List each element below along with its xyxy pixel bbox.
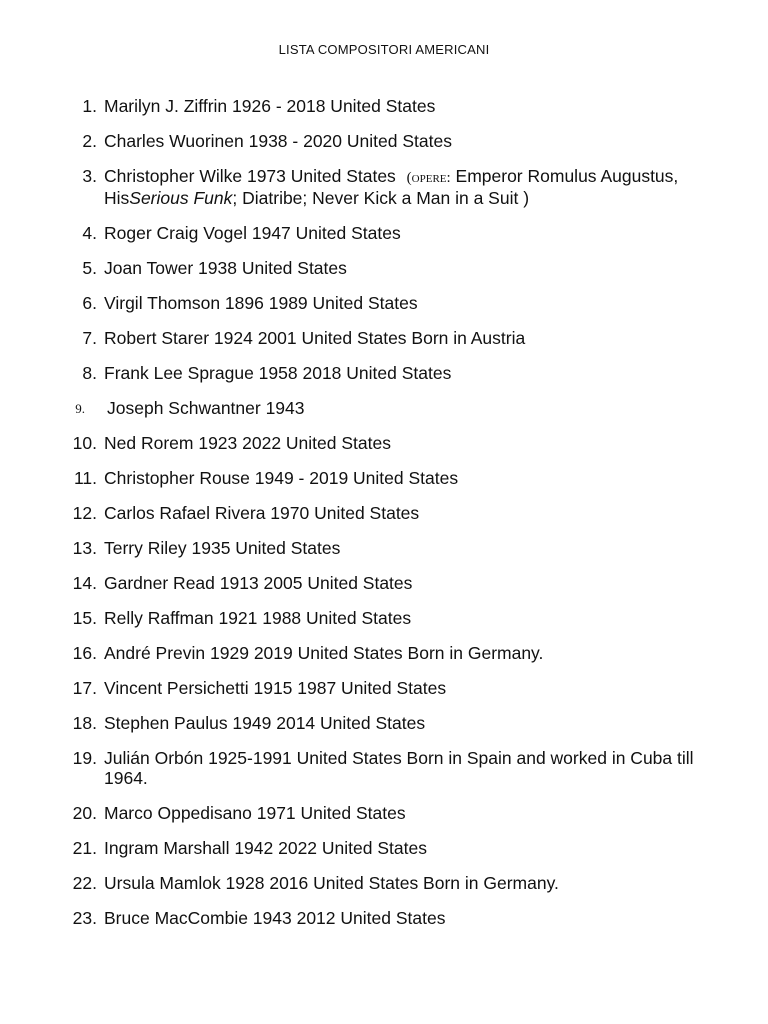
item-text: Vincent Persichetti 1915 1987 United States — [104, 678, 447, 698]
list-item — [0, 503, 768, 523]
list-item — [0, 328, 768, 348]
list-item — [0, 258, 768, 278]
list-item — [0, 468, 768, 488]
item-number: 21. — [72, 838, 97, 858]
list-item — [0, 608, 768, 628]
item-text: Charles Wuorinen 1938 - 2020 United States — [104, 131, 452, 151]
list-item — [0, 748, 768, 788]
list-item — [0, 223, 768, 243]
item-number: 23. — [72, 908, 97, 928]
item-number: 6. — [82, 293, 97, 313]
list-item — [0, 873, 768, 893]
item-number: 19. — [72, 748, 97, 768]
item-text: Virgil Thomson 1896 1989 United States — [104, 293, 418, 313]
list-item — [0, 678, 768, 698]
item-number: 5. — [82, 258, 97, 278]
item-text-after: ; Diatribe; Never Kick a Man in a Suit ) — [232, 188, 530, 208]
item-number: 16. — [72, 643, 97, 663]
item-text: Terry Riley 1935 United States — [104, 538, 341, 558]
list-item — [0, 131, 768, 151]
list-item — [0, 96, 768, 116]
composer-list — [0, 96, 768, 943]
list-item — [0, 363, 768, 383]
item-text: Ingram Marshall 1942 2022 United States — [104, 838, 427, 858]
item-number: 2. — [82, 131, 97, 151]
list-item — [0, 643, 768, 663]
item-number: 20. — [72, 803, 97, 823]
item-text — [104, 166, 678, 208]
item-text: Christopher Rouse 1949 - 2019 United States — [104, 468, 459, 488]
item-text: Robert Starer 1924 2001 United States Born in Austria — [104, 328, 526, 348]
item-number: 17. — [72, 678, 97, 698]
item-text: Roger Craig Vogel 1947 United States — [104, 223, 401, 243]
list-item — [0, 538, 768, 558]
list-item — [0, 166, 768, 208]
item-text: Julián Orbón 1925-1991 United States Born in Spain and worked in Cuba till 1964. — [104, 748, 694, 788]
item-number: 22. — [72, 873, 97, 893]
item-number: 10. — [72, 433, 97, 453]
item-text: Gardner Read 1913 2005 United States — [104, 573, 413, 593]
list-item — [0, 398, 768, 418]
item-text: Ned Rorem 1923 2022 United States — [104, 433, 391, 453]
item-number: 3. — [82, 166, 97, 186]
list-item — [0, 908, 768, 928]
item-text: Joseph Schwantner 1943 — [107, 398, 305, 418]
item-text: André Previn 1929 2019 United States Born in Germany. — [104, 643, 544, 663]
item-text: Ursula Mamlok 1928 2016 United States Born in Germany. — [104, 873, 559, 893]
item-number: 15. — [72, 608, 97, 628]
item-number: 4. — [82, 223, 97, 243]
item-number: 12. — [72, 503, 97, 523]
list-item — [0, 293, 768, 313]
opere-label: (opere: — [406, 170, 451, 186]
item-text: Marilyn J. Ziffrin 1926 - 2018 United States — [104, 96, 436, 116]
item-text: Marco Oppedisano 1971 United States — [104, 803, 406, 823]
item-text-before: Christopher Wilke 1973 United States — [104, 166, 401, 186]
item-text: Bruce MacCombie 1943 2012 United States — [104, 908, 446, 928]
item-text: Carlos Rafael Rivera 1970 United States — [104, 503, 420, 523]
list-item — [0, 713, 768, 733]
item-text: Relly Raffman 1921 1988 United States — [104, 608, 412, 628]
item-text: Stephen Paulus 1949 2014 United States — [104, 713, 426, 733]
item-number: 7. — [82, 328, 97, 348]
item-number: 1. — [82, 96, 97, 116]
item-text: Joan Tower 1938 United States — [104, 258, 347, 278]
page-title: LISTA COMPOSITORI AMERICANI — [278, 42, 490, 57]
list-item — [0, 573, 768, 593]
item-text-italic: Serious Funk — [129, 188, 233, 208]
list-item — [0, 433, 768, 453]
item-number: 9. — [75, 401, 85, 416]
list-item — [0, 803, 768, 823]
item-text-mid: Emperor Romulus Augustus, His — [104, 166, 679, 208]
item-number: 18. — [72, 713, 97, 733]
item-number: 11. — [73, 468, 97, 488]
item-number: 14. — [72, 573, 97, 593]
list-item — [0, 838, 768, 858]
item-number: 13. — [72, 538, 97, 558]
item-text: Frank Lee Sprague 1958 2018 United States — [104, 363, 452, 383]
item-number: 8. — [82, 363, 97, 383]
